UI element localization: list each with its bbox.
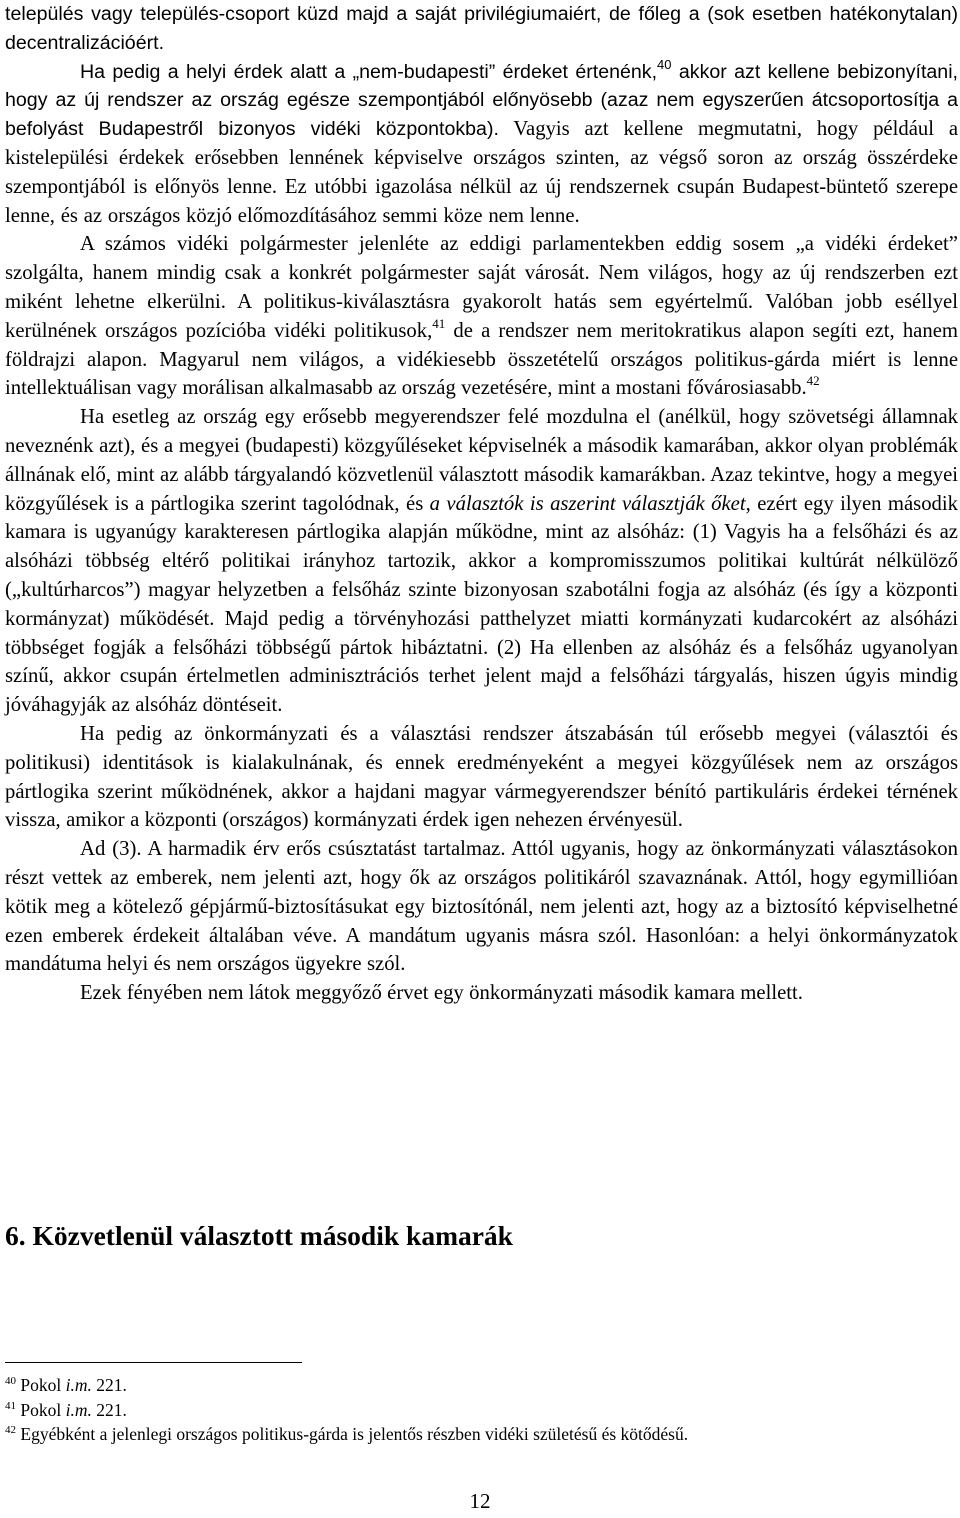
footnote-divider: [5, 1362, 302, 1363]
paragraph-text: Ha pedig az önkormányzati és a választási rendszer átszabásán túl erősebb megyei (választói és politikusi) identitások is kialakulnának, és ennek eredményeként a megyei közgyűlések nem az országos pártlogika szerint működnének, akkor a hajdani magyar vármegyerendszer bénító partikuláris érdekei térnének vissza, amikor a központi (országos) kormányzati érdek igen nehezen érvényesül.: [5, 722, 958, 832]
body-text: [5, 0, 958, 1008]
emphasis-text: a választók is aszerint választják őket: [429, 492, 746, 515]
footnote-42: [5, 1422, 955, 1447]
paragraph: [5, 720, 958, 835]
footnote-number: 40: [5, 1375, 16, 1387]
footnote-emphasis: i.m.: [65, 1375, 92, 1395]
paragraph-text: Ha pedig a helyi érdek alatt a „nem-budapesti” érdeket értenénk,: [80, 60, 658, 83]
paragraph-text: Vagyis azt kellene megmutatni, hogy például a kistelepülési érdekek erősebben lennének képviselve országos szinten, az végső soron az ország összérdeke szempontjából is előnyös lenne. Ez utóbbi igazolása nélkül az új rendszernek csupán Budapest-büntető szerepe lenne, és az országos közjó előmozdításához semmi köze nem lenne.: [5, 118, 958, 227]
footnote-ref-41: 41: [432, 315, 446, 331]
footnote-text: Pokol: [20, 1399, 66, 1420]
paragraph-text: Ad (3). A harmadik érv erős csúsztatást tartalmaz. Attól ugyanis, hogy az önkormányzati választásokon részt vettek az emberek, nem jelenti azt, hogy ők az országos politikáról szavaznának. Attól, hogy egymillióan kötik meg a kötelező gépjármű-biztosításukat egy biztosítónál, nem jelenti azt, hogy az a biztosító képviselhetné ezen emberek érdekeit általában véve. A mandátum ugyanis másra szól. Hasonlóan: a helyi önkormányzatok mandátuma helyi és nem országos ügyekre szól.: [5, 838, 958, 976]
paragraph: [5, 230, 958, 403]
footnote-ref-40: 40: [657, 56, 672, 72]
section-heading: 6. Közvetlenül választott második kamarák: [5, 1220, 513, 1251]
paragraph-text: A számos vidéki polgármester jelenléte az eddigi parlamentekben eddig sosem „a vidéki érdeket” szolgálta, hanem mindig csak a konkrét polgármester saját városát. Nem világos, hogy az új rendszerben ezt miként lehetne elkerülni. A politikus-kiválasztásra gyakorolt hatás sem egyértelmű. Valóban jobb eséllyel kerülnének országos pozícióba vidéki politikusok,: [5, 233, 958, 342]
footnote-number: 41: [5, 1399, 16, 1412]
footnote-text: 221.: [91, 1399, 127, 1420]
footnote-41: [5, 1398, 955, 1423]
paragraph-text: Ezek fényében nem látok meggyőző érvet egy önkormányzati második kamara mellett.: [80, 982, 803, 1005]
footnote-emphasis: i.m.: [65, 1399, 92, 1420]
footnote-text: Pokol: [20, 1375, 66, 1395]
footnote-ref-42: 42: [806, 373, 820, 389]
paragraph: [5, 979, 958, 1008]
paragraph: [5, 403, 958, 720]
page-number: 12: [469, 1489, 491, 1513]
footnote-text: Egyébként a jelenlegi országos politikus-gárda is jelentős részben vidéki születésű és kötődésű.: [20, 1424, 689, 1444]
footnote-text: 221.: [91, 1375, 127, 1395]
paragraph-text: Ha esetleg az ország egy erősebb megyerendszer felé mozdulna el (anélkül, hogy szövetségi államnak neveznénk azt), és a megyei (budapesti) közgyűléseket képviselnék a második kamarában, akkor olyan problémák állnának elő, mint az alább tárgyalandó közvetlenül választott második kamarákban. Azaz tekintve, hogy a megyei közgyűlések is a pártlogika szerint tagolódnak, és: [5, 406, 958, 515]
paragraph: [5, 58, 958, 231]
paragraph-text: akkor azt kellene bebizonyítani, hogy az új rendszer az ország egésze szempontjából előnyösebb (azaz nem egyszerűen átcsoportosítja a befolyást Budapestről bizonyos vidéki központokba).: [5, 60, 958, 141]
paragraph-continued: [5, 0, 958, 58]
footnotes: [5, 1373, 955, 1447]
paragraph-text: , ezért egy ilyen második kamara is ugyanúgy karakteresen pártlogika alapján működne, mint az alsóház: (1) Vagyis ha a felsőházi és az alsóházi többség eltérő politikai irányhoz tartozik, akkor a kompromisszumos politikai kultúrát nélkülöző („kultúrharcos”) magyar helyzetben a felsőház szinte bizonyosan szabotálni fogja az alsóház (és így a központi kormányzat) működését. Majd pedig a törvényhozási patthelyzet miatti kormányzati kudarcokért az alsóházi többséget fogják a felsőházi többségű pártok hibáztatni. (2) Ha ellenben az alsóház és a felsőház ugyanolyan színű, akkor csupán értelmetlen adminisztrációs terhet jelent majd a felsőházi tárgyalás, hiszen úgyis mindig jóváhagyják az alsóház döntéseit.: [5, 492, 958, 717]
paragraph-text: de a rendszer nem meritokratikus alapon segíti ezt, hanem földrajzi alapon. Magyarul nem világos, a vidékiesebb összetételű országos politikus-gárda miért is lenne intellektuálisan vagy morálisan alkalmasabb az ország vezetésére, mint a mostani fővárosiasabb.: [5, 319, 958, 400]
footnote-40: [5, 1373, 955, 1398]
footnote-number: 42: [5, 1424, 16, 1436]
paragraph-text: település vagy település-csoport küzd majd a saját privilégiumaiért, de főleg a (sok esetben hatékonytalan) decentralizációért.: [5, 3, 958, 54]
paragraph: [5, 835, 958, 979]
